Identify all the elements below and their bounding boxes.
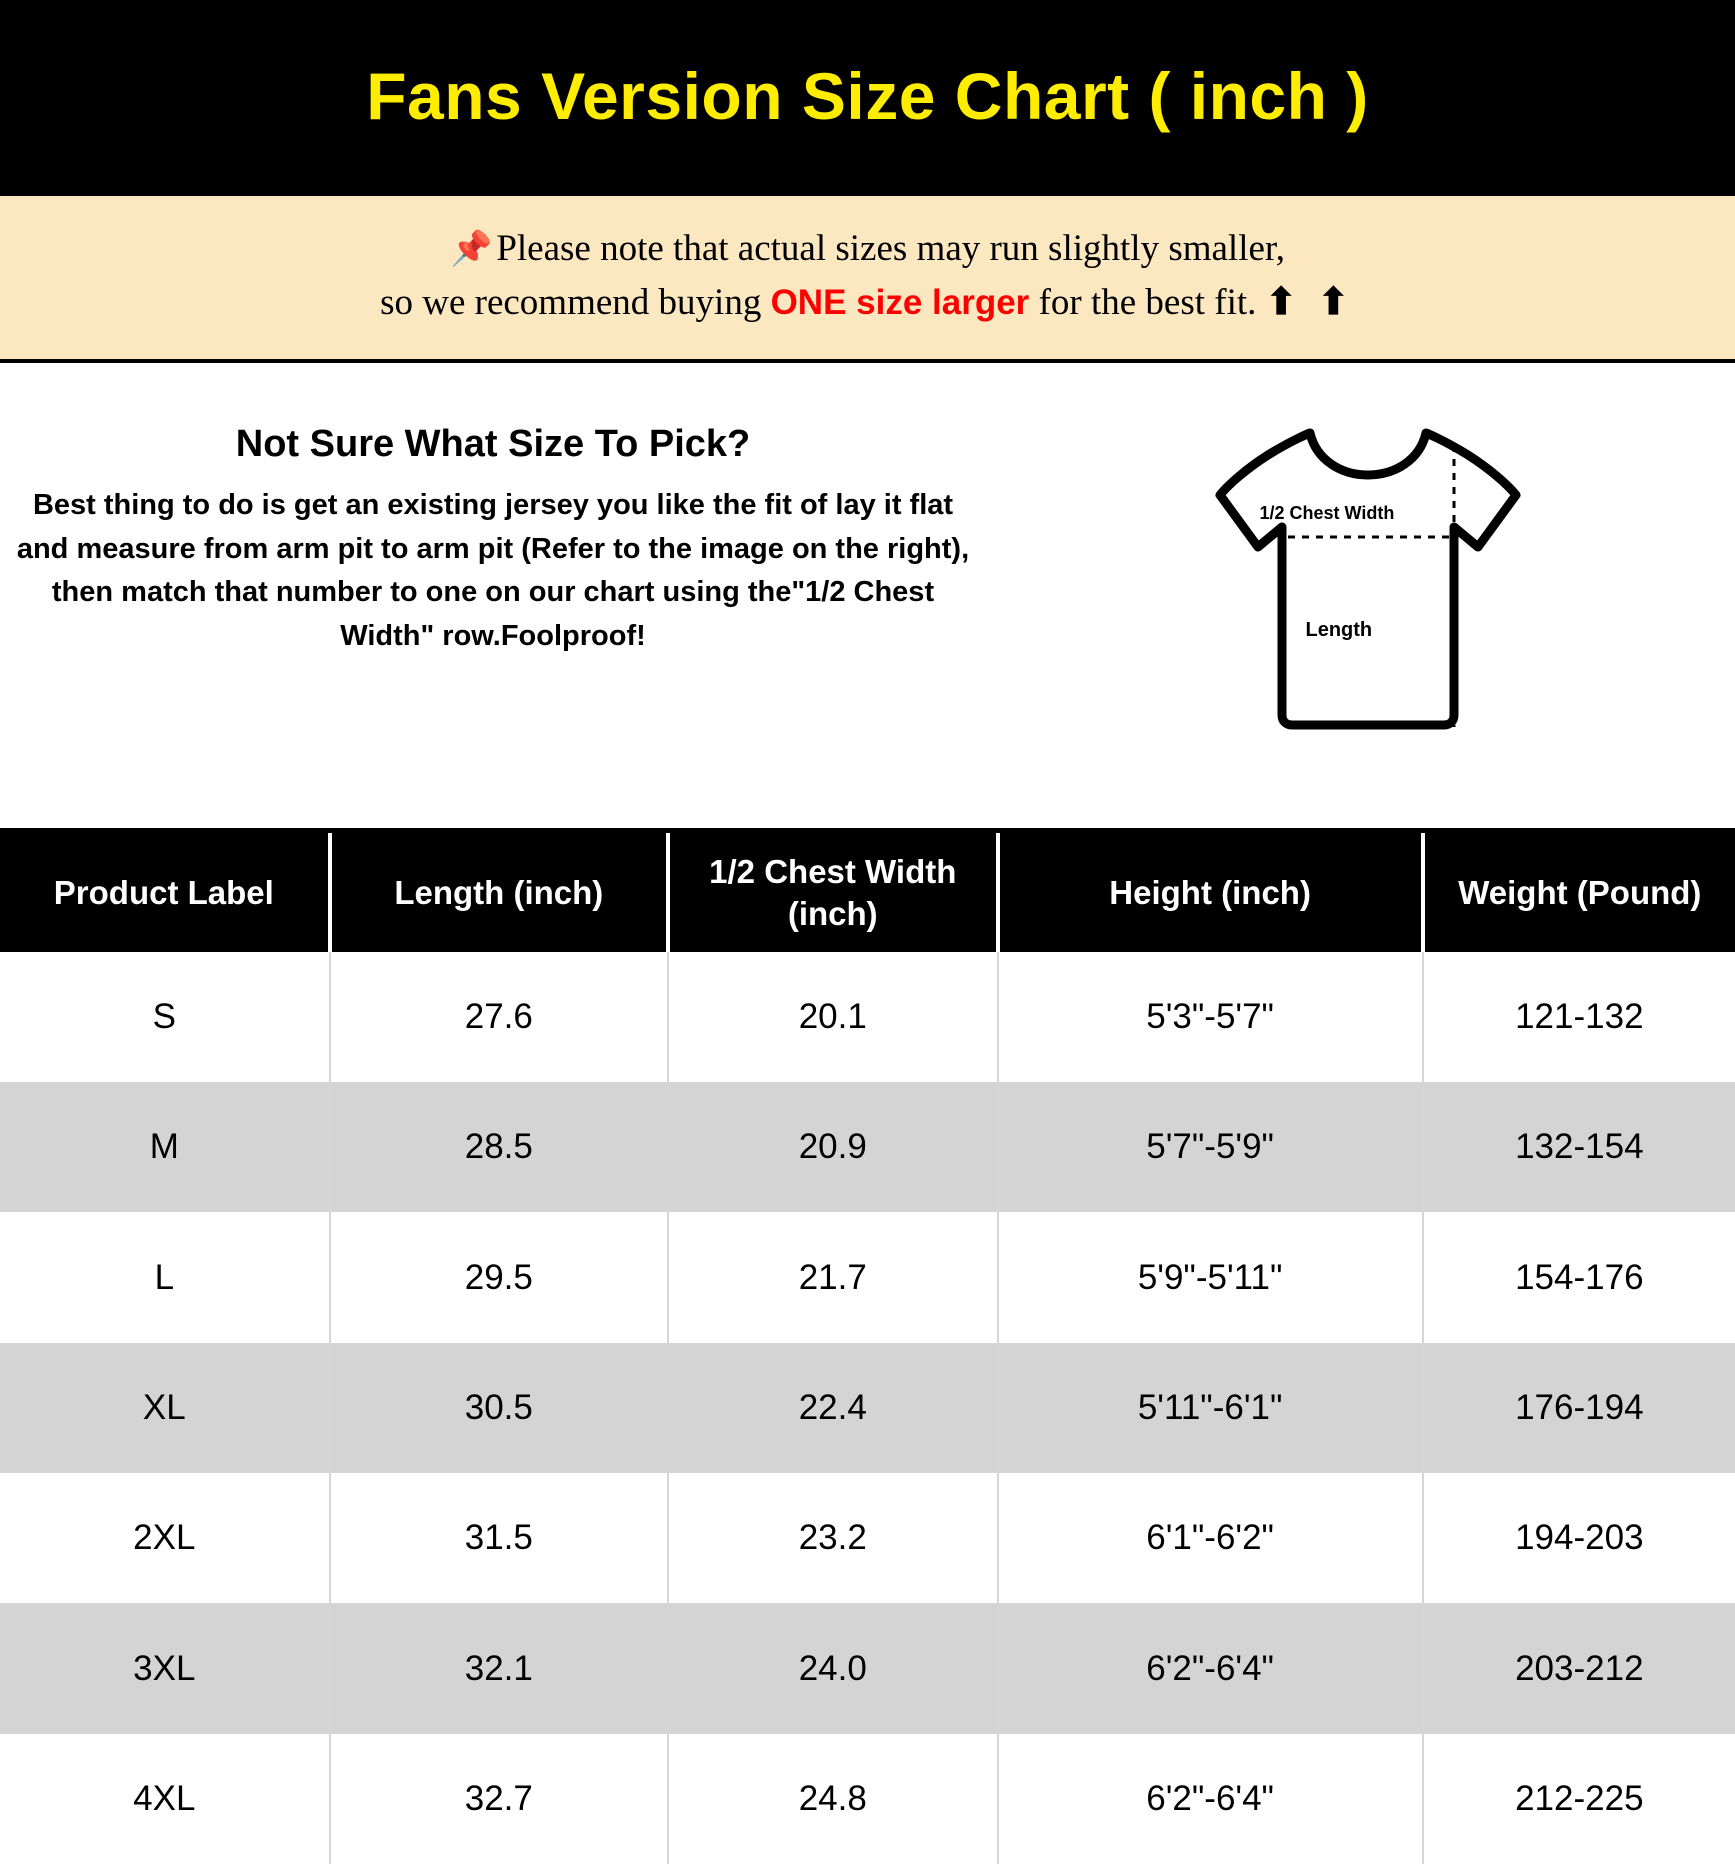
cell-size: L xyxy=(0,1212,330,1342)
note-line-1-text: Please note that actual sizes may run slightly smaller, xyxy=(496,228,1285,269)
cell-length: 32.1 xyxy=(330,1603,668,1733)
cell-chest-width: 24.8 xyxy=(668,1734,998,1864)
column-header-chest-width: 1/2 Chest Width (inch) xyxy=(668,833,998,952)
help-title: Not Sure What Size To Pick? xyxy=(235,423,751,466)
cell-chest-width: 22.4 xyxy=(668,1343,998,1473)
table-row xyxy=(0,1343,1735,1473)
help-figure xyxy=(1000,409,1735,788)
cell-chest-width: 21.7 xyxy=(668,1212,998,1342)
table-row xyxy=(0,1734,1735,1864)
tshirt-icon xyxy=(1198,415,1538,745)
title-bar xyxy=(0,0,1735,192)
cell-size: 4XL xyxy=(0,1734,330,1864)
cell-weight: 212-225 xyxy=(1423,1734,1735,1864)
cell-weight: 154-176 xyxy=(1423,1212,1735,1342)
cell-length: 29.5 xyxy=(330,1212,668,1342)
cell-size: 2XL xyxy=(0,1473,330,1603)
pushpin-icon: 📌 xyxy=(449,231,493,268)
table-row xyxy=(0,1603,1735,1733)
column-header-product-label: Product Label xyxy=(0,833,330,952)
chest-width-label: 1/2 Chest Width xyxy=(1259,503,1395,524)
cell-size: XL xyxy=(0,1343,330,1473)
note-emphasis: ONE size larger xyxy=(770,282,1030,322)
cell-height: 5'11"-6'1" xyxy=(998,1343,1423,1473)
up-arrow-icon: ⬆ ⬆ xyxy=(1265,281,1355,323)
cell-weight: 132-154 xyxy=(1423,1082,1735,1212)
cell-height: 6'2"-6'4" xyxy=(998,1734,1423,1864)
cell-chest-width: 23.2 xyxy=(668,1473,998,1603)
tshirt-diagram xyxy=(1198,415,1538,745)
table-row xyxy=(0,952,1735,1082)
cell-chest-width: 24.0 xyxy=(668,1603,998,1733)
help-body: Best thing to do is get an existing jersey you like the fit of lay it flat and measure from arm pit to arm pit (Refer to the image on the right), then match that number to one on our chart using the"1/2 Chest Width" row.Foolproof! xyxy=(16,489,970,652)
cell-size: M xyxy=(0,1082,330,1212)
length-label: Length xyxy=(1305,619,1373,642)
size-table xyxy=(0,833,1735,1864)
cell-height: 5'3"-5'7" xyxy=(998,952,1423,1082)
table-header-row xyxy=(0,833,1735,952)
table-row xyxy=(0,1082,1735,1212)
table-row xyxy=(0,1473,1735,1603)
cell-length: 31.5 xyxy=(330,1473,668,1603)
cell-size: S xyxy=(0,952,330,1082)
cell-weight: 194-203 xyxy=(1423,1473,1735,1603)
column-header-height: Height (inch) xyxy=(998,833,1423,952)
cell-height: 6'1"-6'2" xyxy=(998,1473,1423,1603)
help-text-block xyxy=(0,409,1000,788)
cell-length: 30.5 xyxy=(330,1343,668,1473)
cell-weight: 203-212 xyxy=(1423,1603,1735,1733)
note-line-2-suffix: for the best fit. xyxy=(1029,281,1266,323)
page-title: Fans Version Size Chart ( inch ) xyxy=(366,59,1369,133)
cell-chest-width: 20.1 xyxy=(668,952,998,1082)
note-banner xyxy=(0,192,1735,363)
cell-weight: 176-194 xyxy=(1423,1343,1735,1473)
note-line-2 xyxy=(30,276,1705,330)
cell-length: 32.7 xyxy=(330,1734,668,1864)
cell-size: 3XL xyxy=(0,1603,330,1733)
table-row xyxy=(0,1212,1735,1342)
cell-length: 28.5 xyxy=(330,1082,668,1212)
cell-height: 6'2"-6'4" xyxy=(998,1603,1423,1733)
cell-height: 5'9"-5'11" xyxy=(998,1212,1423,1342)
cell-chest-width: 20.9 xyxy=(668,1082,998,1212)
cell-height: 5'7"-5'9" xyxy=(998,1082,1423,1212)
note-line-2-prefix: so we recommend buying xyxy=(380,281,771,323)
column-header-weight: Weight (Pound) xyxy=(1423,833,1735,952)
cell-length: 27.6 xyxy=(330,952,668,1082)
help-section xyxy=(0,363,1735,833)
note-line-1 xyxy=(30,222,1705,276)
column-header-length: Length (inch) xyxy=(330,833,668,952)
cell-weight: 121-132 xyxy=(1423,952,1735,1082)
